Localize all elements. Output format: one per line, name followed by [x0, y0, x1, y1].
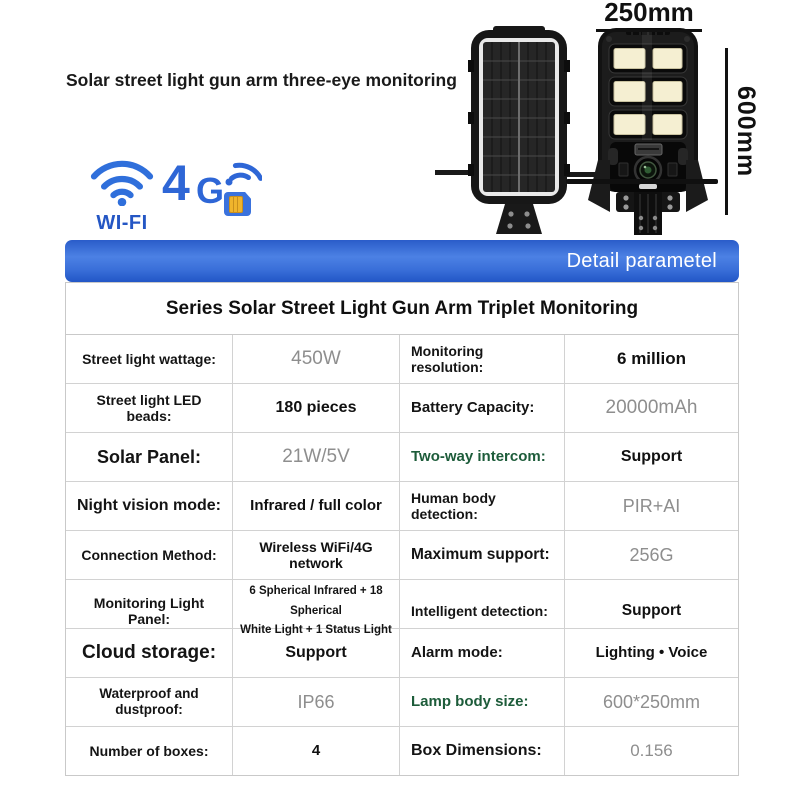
- spec-label: Solar Panel:: [66, 433, 233, 481]
- spec-label: Intelligent detection:: [400, 580, 565, 643]
- spec-label: Two-way intercom:: [400, 433, 565, 481]
- table-row: [66, 482, 738, 531]
- spec-value: 450W: [233, 335, 400, 383]
- sim-card-icon: [224, 192, 251, 216]
- spec-value-line: 6 Spherical Infrared + 18 Spherical: [249, 585, 383, 617]
- spec-value-line: White Light + 1 Status Light: [240, 624, 392, 637]
- sim-chip: [229, 196, 243, 213]
- table-row: [66, 678, 738, 727]
- table-row: [66, 727, 738, 775]
- spec-label: Night vision mode:: [66, 482, 233, 530]
- spec-value: Support: [233, 629, 400, 677]
- spec-label: Human body detection:: [400, 482, 565, 530]
- height-dimension-label: 600mm: [732, 86, 760, 178]
- wifi-icon: [76, 150, 168, 206]
- page-title: Solar street light gun arm three-eye monitoring: [66, 70, 457, 90]
- spec-label: Monitoring Light Panel:: [66, 580, 233, 643]
- spec-label: Monitoring resolution:: [400, 335, 565, 383]
- spec-label: Waterproof and dustproof:: [66, 678, 233, 726]
- fourg-4-text: 4: [162, 155, 190, 211]
- spec-value: IP66: [233, 678, 400, 726]
- spec-label: Number of boxes:: [66, 727, 233, 775]
- banner-title: Detail parametel: [566, 249, 717, 272]
- lamp-antenna: [566, 179, 718, 184]
- spec-value: 0.156: [630, 741, 673, 761]
- spec-label: Connection Method:: [66, 531, 233, 579]
- table-title: Series Solar Street Light Gun Arm Triplet Monitoring: [66, 283, 738, 335]
- spec-label: Street light LED beads:: [66, 384, 233, 432]
- lamp-front-image: [582, 20, 714, 235]
- spec-value: 180 pieces: [233, 384, 400, 432]
- table-row: [66, 384, 738, 433]
- spec-label: Battery Capacity:: [400, 384, 565, 432]
- spec-value: 600*250mm: [602, 691, 701, 712]
- spec-value: 4: [233, 727, 400, 775]
- width-dimension-label: 250mm: [596, 0, 702, 32]
- table-row: [66, 335, 738, 384]
- spec-value: 20000mAh: [605, 397, 698, 419]
- table-row: [66, 580, 738, 637]
- spec-value: 256G: [629, 544, 674, 565]
- spec-label: Street light wattage:: [66, 335, 233, 383]
- fourg-block: [160, 155, 270, 222]
- spec-value: Wireless WiFi/4G network: [233, 531, 400, 579]
- spec-label: Alarm mode:: [400, 629, 565, 677]
- spec-value: Support: [620, 447, 683, 465]
- wifi-label: WI-FI: [96, 212, 148, 234]
- spec-value: Infrared / full color: [233, 482, 400, 530]
- spec-label: Cloud storage:: [66, 629, 233, 677]
- lamp-solar-panel-image: [435, 24, 603, 236]
- spec-label: Lamp body size:: [400, 678, 565, 726]
- signal-arcs-icon: [222, 154, 262, 188]
- spec-table: [65, 282, 739, 776]
- detail-banner: [65, 240, 739, 282]
- spec-label: Box Dimensions:: [400, 727, 565, 775]
- table-row: [66, 433, 738, 482]
- spec-value: Support: [621, 602, 682, 620]
- spec-value: Lighting • Voice: [595, 644, 708, 662]
- spec-label: Maximum support:: [400, 531, 565, 579]
- spec-value: PIR+AI: [622, 495, 681, 516]
- table-row: [66, 629, 738, 678]
- fourg-g-text: G: [196, 170, 225, 211]
- height-dimension-line: [725, 48, 728, 215]
- wifi-block: [74, 150, 170, 235]
- spec-value: 6 million: [617, 349, 686, 369]
- table-row: [66, 531, 738, 580]
- spec-value: 21W/5V: [233, 433, 400, 481]
